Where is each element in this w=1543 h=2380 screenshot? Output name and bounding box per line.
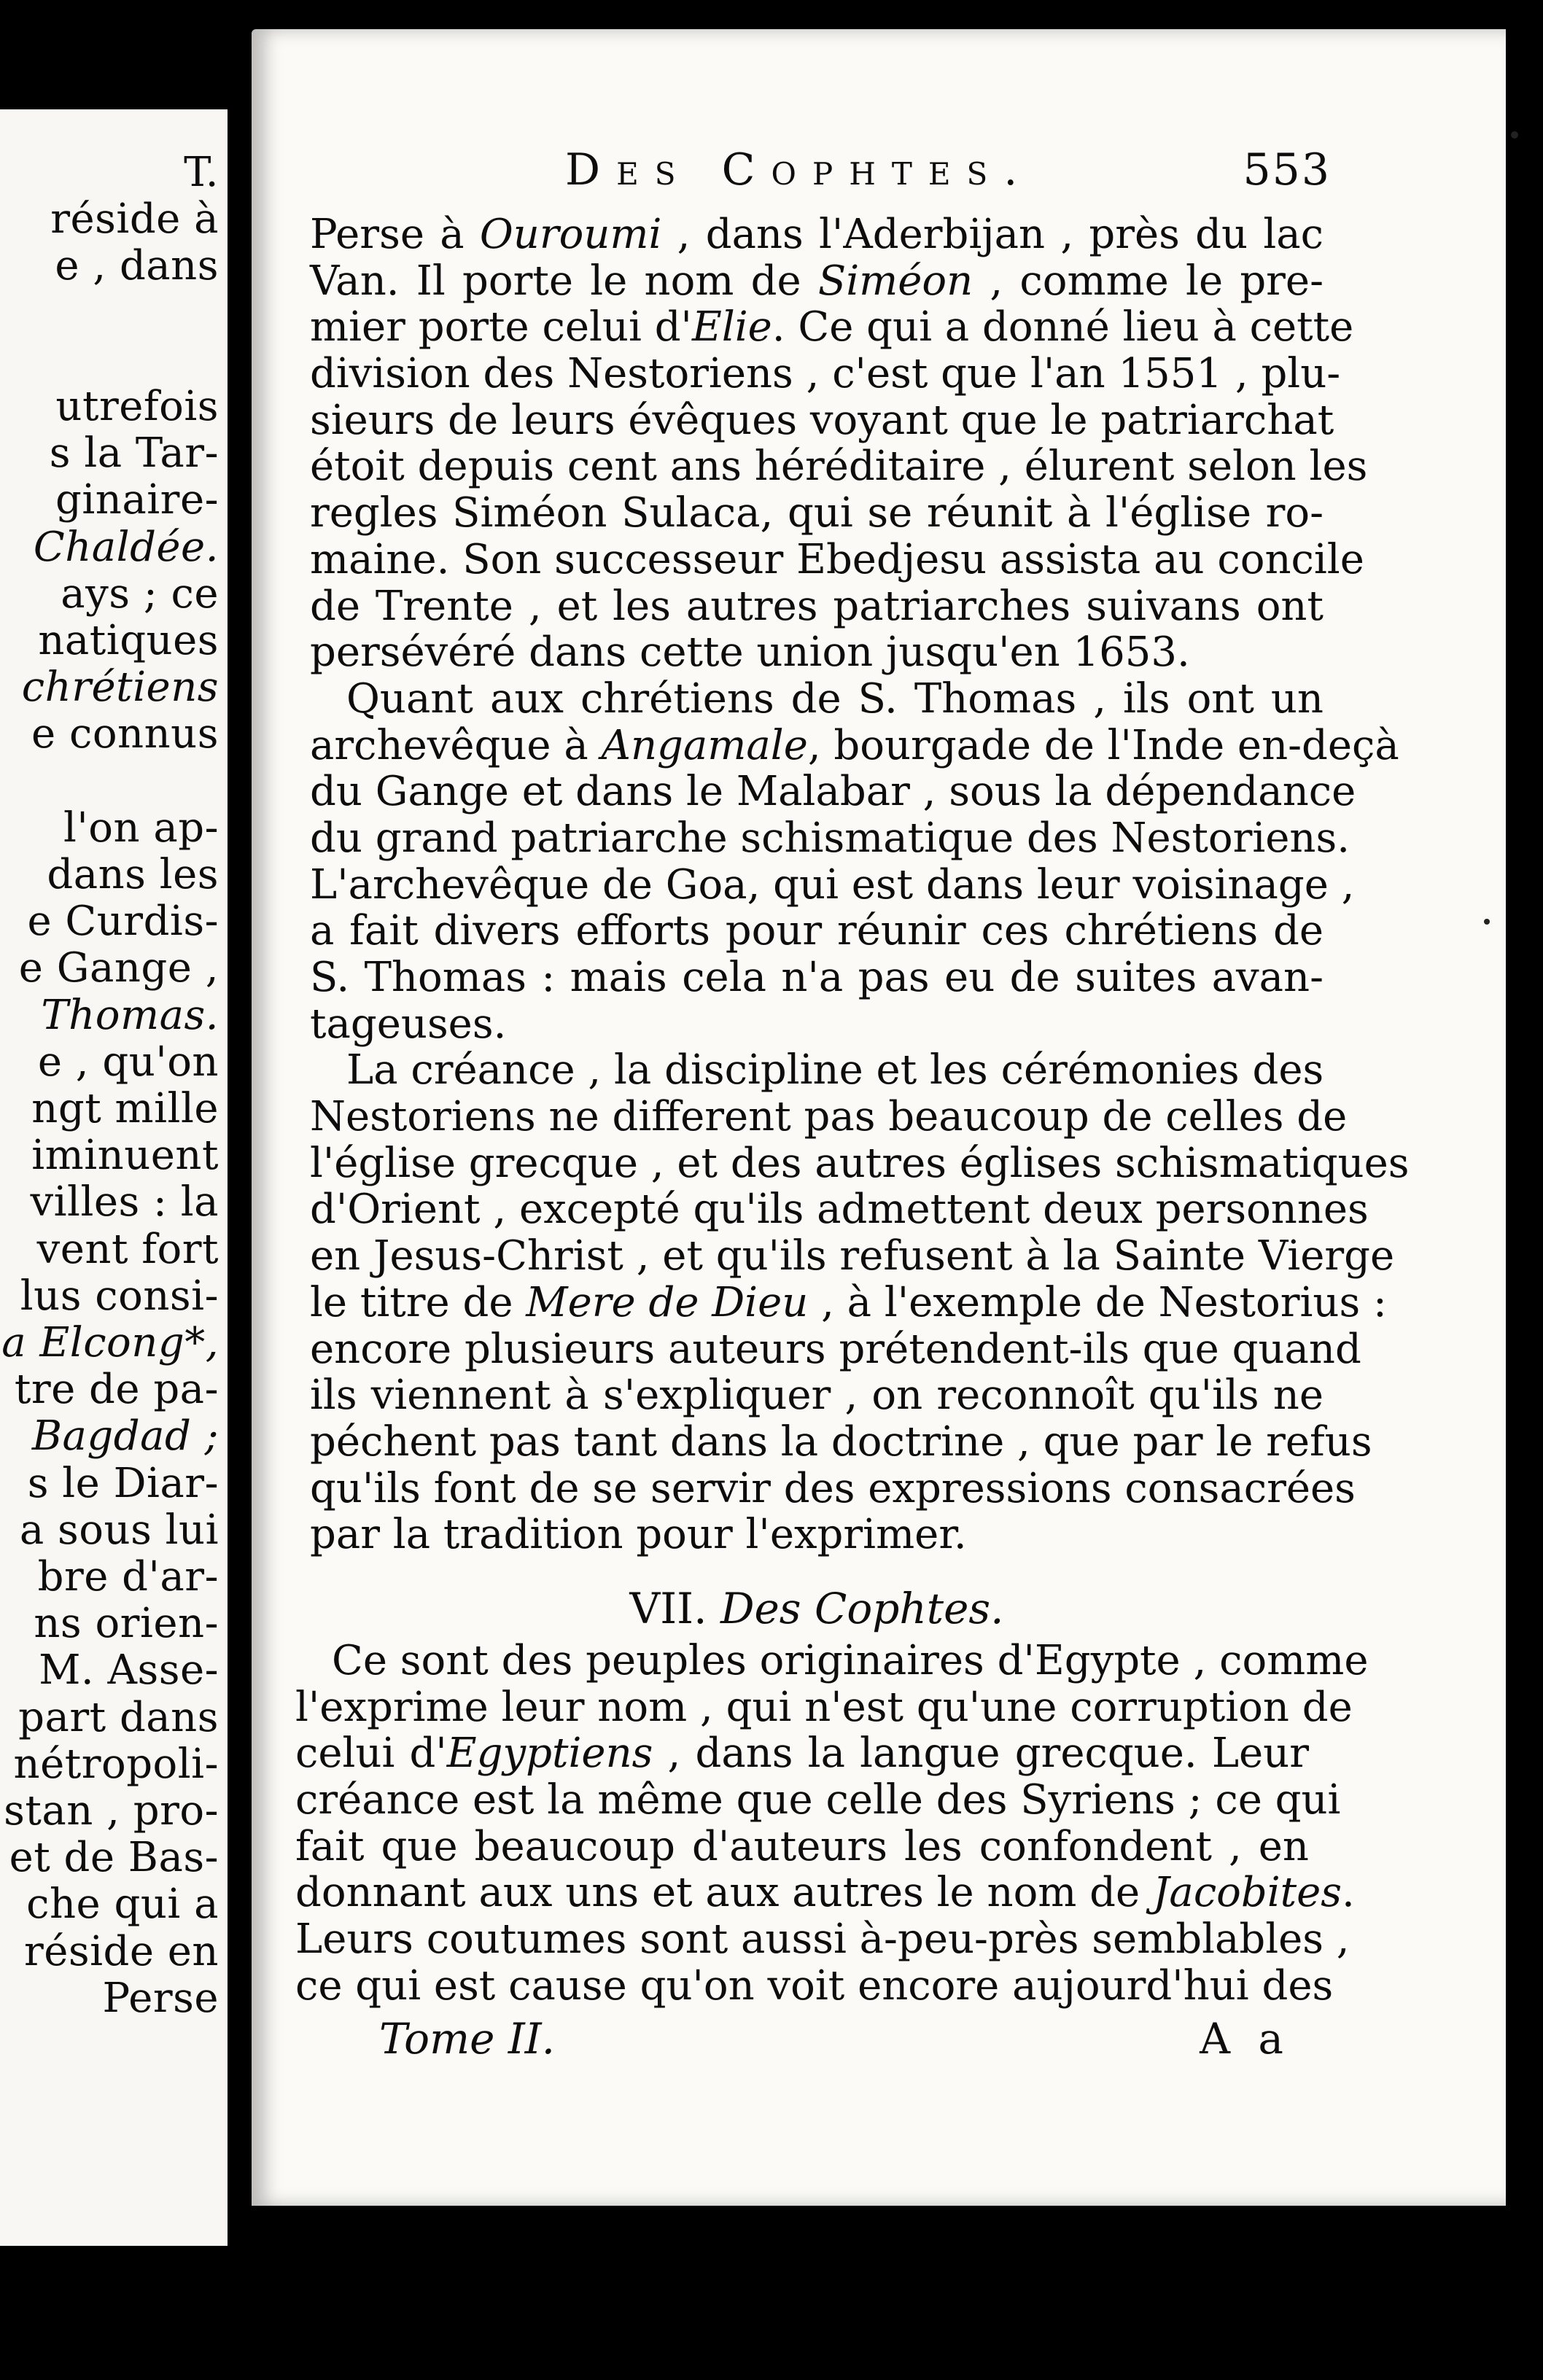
left-page-line: ngt mille — [31, 1085, 219, 1132]
text-run: le titre de — [310, 1278, 526, 1326]
italic-term: Siméon — [817, 257, 973, 305]
text-run: mier porte celui d' — [310, 303, 692, 351]
left-page-line: et de Bas- — [9, 1834, 219, 1882]
volume-signature: Tome II. — [379, 2014, 556, 2064]
italic-term: Jacobites — [1152, 1869, 1342, 1917]
text-line — [310, 303, 1354, 351]
left-page-line: ginaire- — [55, 476, 219, 524]
text-run: Quant aux chrétiens de S. Thomas , ils ont un — [346, 674, 1324, 723]
gathering-signature-mark: A a — [1200, 2014, 1291, 2064]
text-run: , à l'exemple de Nestorius : — [808, 1278, 1387, 1326]
left-page-line: lus consi- — [20, 1272, 219, 1320]
text-line — [295, 1683, 1353, 1731]
text-line — [310, 396, 1334, 444]
text-line — [295, 1776, 1341, 1824]
text-line — [310, 258, 1324, 305]
text-line — [310, 1418, 1372, 1466]
left-page-line: a sous lui — [19, 1506, 219, 1554]
text-line — [295, 1637, 1369, 1684]
text-run: . Ce qui a donné lieu à cette — [772, 303, 1354, 351]
body-text-part-1 — [310, 211, 1410, 1559]
left-page-line: chrétiens — [21, 664, 219, 712]
text-line — [310, 768, 1356, 816]
section-number: VII. — [629, 1584, 707, 1633]
text-line — [310, 629, 1324, 676]
text-line — [295, 1961, 1334, 2010]
left-page-line: l'on ap- — [63, 804, 219, 852]
text-line — [310, 908, 1324, 954]
text-run: La créance , la discipline et les cérémonies des — [346, 1046, 1324, 1094]
page-speck — [1511, 131, 1518, 139]
text-line — [310, 1001, 1324, 1048]
left-page-line: réside à — [50, 195, 219, 244]
left-page-line: Thomas. — [41, 991, 219, 1039]
text-run: tageuses. — [310, 1000, 507, 1048]
text-line — [310, 954, 1324, 1001]
text-run: fait que beaucoup d'auteurs les confondent , en — [295, 1822, 1309, 1870]
italic-term: Elie — [691, 303, 772, 351]
text-run: l'église grecque , et des autres églises schismatiques — [310, 1139, 1410, 1187]
running-head: Des Cophtes. — [565, 144, 1034, 195]
left-page-line: nétropoli- — [13, 1740, 219, 1788]
text-line — [310, 860, 1355, 909]
left-page-line: T. — [184, 149, 219, 196]
text-run: Perse à — [310, 211, 480, 258]
left-page-line: ays ; ce — [61, 569, 219, 618]
left-page-line: e Gange , — [18, 944, 219, 992]
text-run: en Jesus-Christ , et qu'ils refusent à la Sainte Vierge — [310, 1232, 1395, 1280]
left-page-line: bre d'ar- — [37, 1553, 219, 1601]
text-run: , comme le pre- — [973, 257, 1324, 305]
text-line — [295, 1916, 1350, 1964]
left-page-line: a Elcong*, — [1, 1319, 219, 1366]
text-line — [310, 1232, 1395, 1280]
text-line — [310, 814, 1350, 862]
text-run: division des Nestoriens , c'est que l'an 1551 , plu- — [310, 350, 1341, 398]
text-run: qu'ils font de se servir des expressions consacrées — [310, 1464, 1356, 1512]
text-run: S. Thomas : mais cela n'a pas eu de suites avan- — [310, 954, 1324, 1001]
text-line — [310, 1278, 1387, 1326]
text-line — [310, 676, 1324, 723]
left-page-line: Perse — [102, 1974, 219, 2022]
text-run: péchent pas tant dans la doctrine , que par le refus — [310, 1418, 1372, 1466]
text-run: maine. Son successeur Ebedjesu assista au concile — [310, 535, 1364, 583]
left-page-line: tre de pa- — [14, 1366, 219, 1414]
page-speck — [1484, 919, 1490, 925]
text-run: l'exprime leur nom , qui n'est qu'une corruption de — [295, 1683, 1353, 1731]
left-page-line: Chaldée. — [33, 523, 219, 571]
text-run: archevêque à — [310, 721, 602, 769]
page-footer — [379, 2014, 1291, 2065]
text-line — [310, 350, 1341, 398]
previous-page-fragment — [0, 109, 228, 2246]
text-line — [310, 1464, 1356, 1512]
left-page-line: e , dans — [55, 242, 219, 290]
text-run: celui d' — [295, 1730, 447, 1778]
text-line — [310, 1372, 1324, 1419]
text-line — [295, 1869, 1355, 1917]
text-run: Van. Il porte le nom de — [310, 257, 818, 305]
text-line — [310, 535, 1364, 583]
text-run: Leurs coutumes sont aussi à-peu-près semblables , — [295, 1916, 1350, 1964]
italic-term: Angamale — [601, 721, 808, 769]
text-line — [310, 1093, 1348, 1141]
italic-term: Mere de Dieu — [526, 1278, 809, 1326]
text-run: par la tradition pour l'exprimer. — [310, 1511, 967, 1559]
text-line — [310, 583, 1324, 630]
left-page-line: e connus — [31, 710, 219, 758]
italic-term: Ouroumi — [479, 211, 662, 258]
left-page-line: stan , pro- — [4, 1787, 219, 1835]
text-run: d'Orient , excepté qu'ils admettent deux personnes — [310, 1186, 1369, 1234]
text-run: Ce sont des peuples originaires d'Egypte , comme — [332, 1637, 1369, 1684]
text-run: a fait divers efforts pour réunir ces chrétiens de — [310, 907, 1324, 955]
text-run: du grand patriarche schismatique des Nestoriens. — [310, 814, 1350, 862]
text-line — [310, 1139, 1410, 1187]
text-line — [295, 1824, 1309, 1870]
left-page-line: s la Tar- — [49, 429, 219, 478]
text-line — [310, 1325, 1361, 1373]
left-page-line: che qui a — [26, 1881, 219, 1929]
text-line — [310, 1512, 1324, 1558]
left-page-line: villes : la — [30, 1178, 219, 1226]
text-run: regles Siméon Sulaca, qui se réunit à l'église ro- — [310, 489, 1324, 537]
text-line — [310, 721, 1399, 769]
left-page-line: Bagdad ; — [31, 1412, 219, 1461]
text-run: . — [1342, 1869, 1355, 1917]
left-page-line: M. Asse- — [39, 1646, 219, 1695]
text-line — [310, 1186, 1369, 1234]
text-run: , dans l'Aderbijan , près du lac — [661, 211, 1324, 258]
left-page-line: iminuent — [31, 1132, 219, 1180]
text-run: donnant aux uns et aux autres le nom de — [295, 1869, 1153, 1917]
text-line — [295, 1730, 1309, 1777]
left-page-line: s le Diar- — [27, 1459, 219, 1507]
section-heading — [310, 1585, 1324, 1632]
text-run: ce qui est cause qu'on voit encore aujourd'hui des — [295, 1961, 1334, 2010]
text-run: sieurs de leurs évêques voyant que le patriarchat — [310, 396, 1334, 444]
text-run: L'archevêque de Goa, qui est dans leur voisinage , — [310, 860, 1355, 909]
text-run: persévéré dans cette union jusqu'en 1653. — [310, 629, 1190, 677]
text-run: Nestoriens ne different pas beaucoup de celles de — [310, 1093, 1348, 1141]
italic-term: Egyptiens — [446, 1730, 653, 1778]
text-line — [310, 1047, 1324, 1094]
text-line — [310, 490, 1324, 537]
text-line — [310, 211, 1324, 258]
left-page-line: ns orien- — [34, 1600, 219, 1648]
left-page-line: utrefois — [55, 383, 219, 430]
text-run: , bourgade de l'Inde en-deçà — [807, 721, 1399, 769]
left-page-line: part dans — [18, 1693, 219, 1741]
text-run: créance est la même que celle des Syriens ; ce qui — [295, 1776, 1341, 1824]
text-run: du Gange et dans le Malabar , sous la dépendance — [310, 768, 1356, 816]
left-page-line: e , qu'on — [37, 1038, 219, 1086]
left-page-line: vent fort — [36, 1225, 219, 1273]
text-run: étoit depuis cent ans héréditaire , élurent selon les — [310, 443, 1368, 491]
book-gutter — [228, 29, 254, 2290]
page-header — [310, 144, 1331, 210]
left-page-line: natiques — [38, 617, 219, 664]
text-run: encore plusieurs auteurs prétendent-ils que quand — [310, 1325, 1361, 1373]
text-run: de Trente , et les autres patriarches suivans ont — [310, 582, 1324, 630]
text-run: , dans la langue grecque. Leur — [653, 1730, 1310, 1778]
body-text-part-2 — [295, 1637, 1369, 2010]
section-title: Des Cophtes. — [720, 1584, 1004, 1633]
page-number: 553 — [1243, 144, 1331, 195]
text-line — [310, 443, 1368, 491]
text-run: ils viennent à s'expliquer , on reconnoît qu'ils ne — [310, 1372, 1324, 1420]
left-page-line: réside en — [23, 1927, 219, 1975]
left-page-line: e Curdis- — [27, 898, 219, 946]
left-page-line: dans les — [47, 851, 219, 898]
